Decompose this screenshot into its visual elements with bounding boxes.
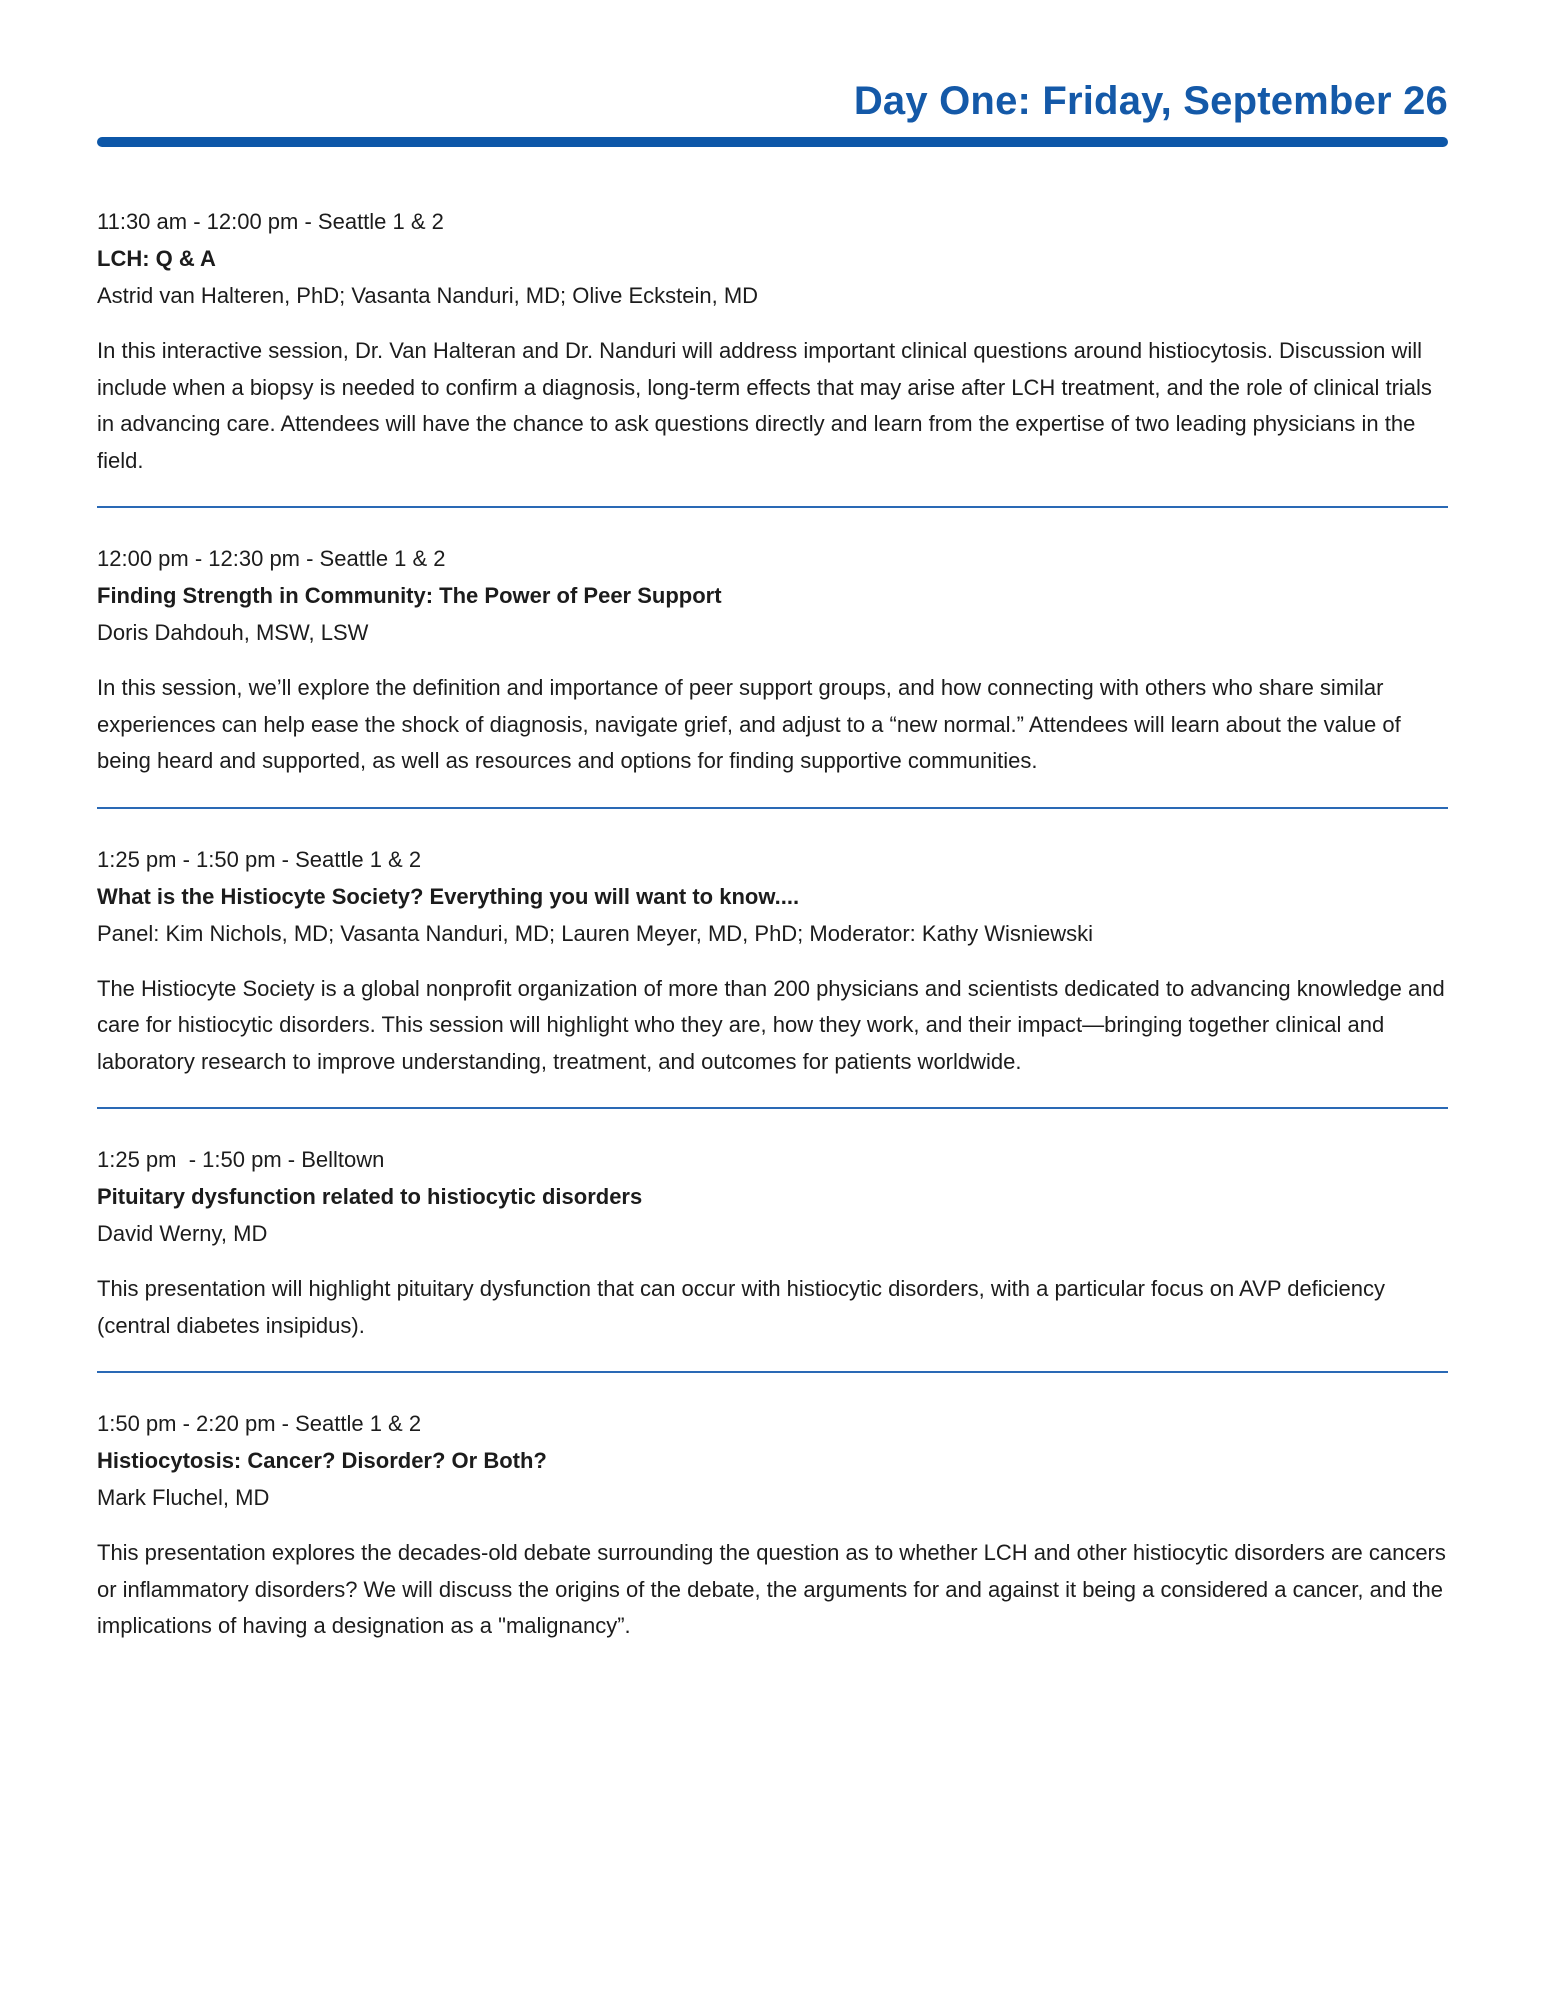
page-title: Day One: Friday, September 26 xyxy=(853,79,1448,123)
session-speakers: Mark Fluchel, MD xyxy=(97,1485,270,1510)
page-header xyxy=(97,78,1448,147)
session-speakers: David Werny, MD xyxy=(97,1221,268,1246)
session-description: In this interactive session, Dr. Van Halteran and Dr. Nanduri will address important clinical questions around histiocytosis. Discussion will include when a biopsy is needed to confirm a diagnosis, long-term effects that may arise after LCH treatment, and the role of clinical trials in advancing care. Attendees will have the chance to ask questions directly and learn from the expertise of two leading physicians in the field. xyxy=(97,338,1432,473)
session-block-5 xyxy=(97,1405,1448,1645)
session-description: The Histiocyte Society is a global nonprofit organization of more than 200 physicians and scientists dedicated to advancing knowledge and care for histiocytic disorders. This session will highlight who they are, how they work, and their impact—bringing together clinical and laboratory research to improve understanding, treatment, and outcomes for patients worldwide. xyxy=(97,975,1445,1074)
session-time: 1:25 pm - 1:50 pm - Belltown xyxy=(97,1147,385,1172)
session-block-2 xyxy=(97,540,1448,809)
session-divider xyxy=(97,1107,1448,1109)
session-title: LCH: Q & A xyxy=(97,246,216,271)
session-speakers: Panel: Kim Nichols, MD; Vasanta Nanduri, MD; Lauren Meyer, MD, PhD; Moderator: Kathy Wisniewski xyxy=(97,920,1094,946)
session-title: Pituitary dysfunction related to histiocytic disorders xyxy=(97,1184,643,1209)
session-block-1 xyxy=(97,203,1448,508)
session-description: This presentation explores the decades-old debate surrounding the question as to whether LCH and other histiocytic disorders are cancers or inflammatory disorders? We will discuss the origins of the debate, the arguments for and against it being a considered a cancer, and the implications of having a designation as a "malignancy”. xyxy=(97,1540,1446,1638)
session-description: This presentation will highlight pituitary dysfunction that can occur with histiocytic disorders, with a particular focus on AVP deficiency (central diabetes insipidus). xyxy=(97,1276,1386,1338)
session-title: Histiocytosis: Cancer? Disorder? Or Both? xyxy=(97,1448,547,1473)
session-time: 1:25 pm - 1:50 pm - Seattle 1 & 2 xyxy=(97,846,422,872)
session-divider xyxy=(97,506,1448,508)
session-time: 11:30 am - 12:00 pm - Seattle 1 & 2 xyxy=(97,209,444,234)
header-rule xyxy=(97,137,1448,147)
session-title: What is the Histiocyte Society? Everything you will want to know.... xyxy=(97,883,800,909)
session-time: 12:00 pm - 12:30 pm - Seattle 1 & 2 xyxy=(97,546,446,571)
session-speakers: Astrid van Halteren, PhD; Vasanta Nanduri, MD; Olive Eckstein, MD xyxy=(97,283,759,308)
session-list xyxy=(97,203,1448,1645)
session-speakers: Doris Dahdouh, MSW, LSW xyxy=(97,620,369,645)
session-title: Finding Strength in Community: The Power of Peer Support xyxy=(97,583,722,608)
session-time: 1:50 pm - 2:20 pm - Seattle 1 & 2 xyxy=(97,1411,422,1436)
session-divider xyxy=(97,807,1448,809)
session-block-3 xyxy=(97,841,1448,1110)
session-description: In this session, we’ll explore the definition and importance of peer support groups, and how connecting with others who share similar experiences can help ease the shock of diagnosis, navigate grief, and adjust to a “new normal.” Attendees will learn about the value of being heard and supported, as well as resources and options for finding supportive communities. xyxy=(97,675,1401,773)
session-divider xyxy=(97,1371,1448,1373)
session-block-4 xyxy=(97,1141,1448,1373)
